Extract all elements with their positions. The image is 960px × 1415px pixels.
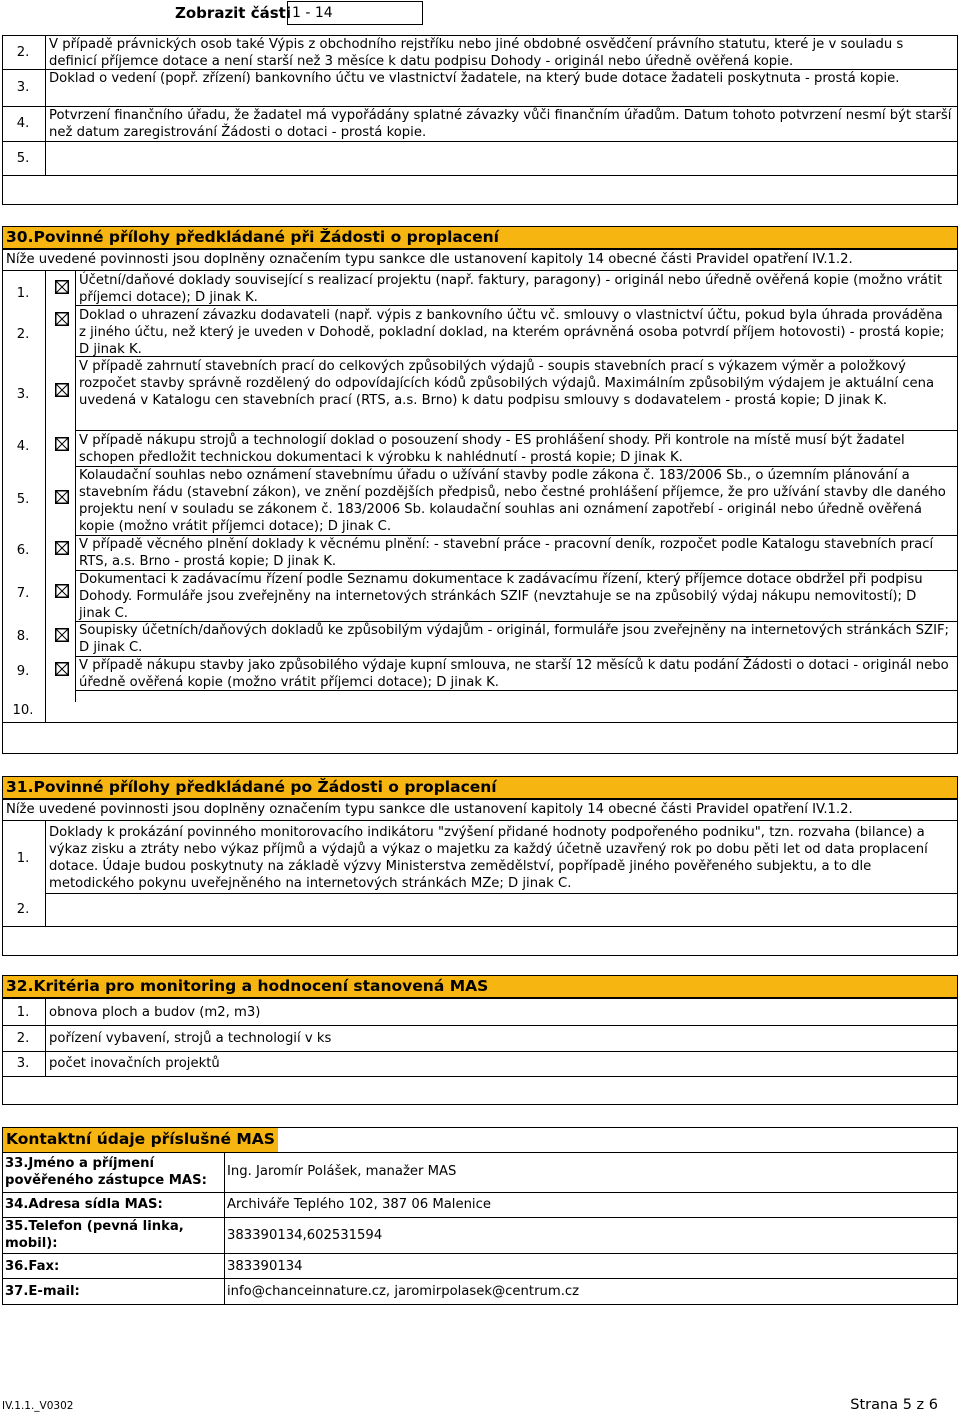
contact-value-fax: 383390134 xyxy=(227,1259,303,1274)
sec30-item-num: 7. xyxy=(16,586,30,601)
section-30-title: Povinné přílohy předkládané při Žádosti o proplacení xyxy=(33,228,499,246)
contact-header: Kontaktní údaje příslušné MAS xyxy=(3,1128,278,1152)
sec32-item-num: 3. xyxy=(16,1056,30,1071)
sec30-item-num: 1. xyxy=(16,286,30,301)
contact-label-email: 37.E-mail: xyxy=(5,1284,80,1299)
contact-value-email[interactable]: info@chanceinnature.cz, jaromirpolasek@centrum.cz xyxy=(227,1284,580,1299)
sec30-item-checkbox[interactable] xyxy=(55,312,69,326)
prev-section-table xyxy=(2,35,958,205)
contact-value-address: Archiváře Teplého 102, 387 06 Malenice xyxy=(227,1197,491,1212)
contact-label-phone: 35.Telefon (pevná linka, mobil): xyxy=(5,1219,184,1251)
sec30-item-checkbox[interactable] xyxy=(55,541,69,555)
section-32-number: 32. xyxy=(6,977,34,995)
section-32-body xyxy=(2,998,958,1105)
checkbox-checked-icon xyxy=(56,629,68,641)
contact-table xyxy=(2,1127,958,1305)
sec30-item-num: 3. xyxy=(16,387,30,402)
sec32-item-text: pořízení vybavení, strojů a technologií v ks xyxy=(49,1031,332,1046)
sec30-item-text: V případě nákupu strojů a technologií doklad o posouzení shody - ES prohlášení shody. Při kontrole na místě musí být žadatel schopen předložit technickou dokumentaci k výrobku k nahlédnutí - prostá kopie; D jinak K. xyxy=(79,433,905,465)
sec30-item-num: 10. xyxy=(12,703,34,718)
section-32-title: Kritéria pro monitoring a hodnocení stanovená MAS xyxy=(33,977,489,995)
sec30-item-num: 2. xyxy=(16,327,30,342)
prev-item-num: 2. xyxy=(16,45,30,60)
show-parts-label: Zobrazit části xyxy=(175,4,291,22)
sec30-item-checkbox[interactable] xyxy=(55,628,69,642)
sec30-item-checkbox[interactable] xyxy=(55,662,69,676)
section-30-body xyxy=(2,249,958,754)
prev-item-text: Doklad o vedení (popř. zřízení) bankovního účtu ve vlastnictví žadatele, na který bude dotace žadateli poskytnuta - prostá kopie. xyxy=(49,71,900,86)
show-parts-value: 1 - 14 xyxy=(292,5,333,21)
section-31-number: 31. xyxy=(6,778,34,796)
sec31-item-num: 1. xyxy=(16,851,30,866)
sec30-item-text: Doklad o uhrazení závazku dodavateli (např. výpis z bankovního účtu vč. smlouvy o vlastnictví účtu, pokud byla úhrada prováděna z jiného účtu, než který je uveden v Dohodě, pokladní doklad, na kterém oprávněná osoba potvrdí příjem hotovosti) - prostá kopie; D jinak K. xyxy=(79,308,945,357)
section-31-title: Povinné přílohy předkládané po Žádosti o proplacení xyxy=(33,778,497,796)
checkbox-checked-icon xyxy=(56,542,68,554)
sec30-item-num: 8. xyxy=(16,629,30,644)
show-parts-input[interactable] xyxy=(287,1,423,25)
section-31-note: Níže uvedené povinnosti jsou doplněny označením typu sankce dle ustanovení kapitoly 14 obecné části Pravidel opatření IV.1.2. xyxy=(6,802,853,817)
sec30-item-text: Účetní/daňové doklady související s realizací projektu (např. faktury, paragony) - originál nebo úředně ověřená kopie (možno vrátit příjemci dotace); D jinak K. xyxy=(79,273,943,305)
sec30-item-checkbox[interactable] xyxy=(55,490,69,504)
checkbox-checked-icon xyxy=(56,384,68,396)
sec30-item-checkbox[interactable] xyxy=(55,437,69,451)
sec30-item-text: V případě zahrnutí stavebních prací do celkových způsobilých výdajů - soupis stavebních prací s výkazem výměr a položkový rozpočet stavby správně rozdělený do odpovídajících kódů způsobilých výdajů. Maximálním způsobilým výdajem je aktuální cena uvedená v Katalogu cen stavebních prací (RTS, a.s. Brno) k datu podpisu smlouvy s dodavatelem - prostá kopie; D jinak K. xyxy=(79,359,935,408)
sec32-item-text: počet inovačních projektů xyxy=(49,1056,220,1071)
sec30-item-num: 5. xyxy=(16,492,30,507)
sec30-item-num: 6. xyxy=(16,543,30,558)
checkbox-checked-icon xyxy=(56,281,68,293)
sec30-item-text: Soupisky účetních/daňových dokladů ke způsobilým výdajům - originál, formuláře jsou zveřejněny na internetových stránkách SZIF; D jinak C. xyxy=(79,623,949,655)
sec30-item-checkbox[interactable] xyxy=(55,584,69,598)
prev-item-text: Potvrzení finančního úřadu, že žadatel má vypořádány splatné závazky vůči finančním úřadům. Datum tohoto potvrzení nesmí být starší než datum zaregistrování Žádosti o dotaci - prostá kopie. xyxy=(49,108,952,140)
contact-label-address: 34.Adresa sídla MAS: xyxy=(5,1197,163,1212)
sec32-item-num: 1. xyxy=(16,1005,30,1020)
section-32-header xyxy=(2,975,958,998)
checkbox-checked-icon xyxy=(56,491,68,503)
section-31-header xyxy=(2,776,958,799)
sec30-item-checkbox[interactable] xyxy=(55,383,69,397)
contact-label-fax: 36.Fax: xyxy=(5,1259,60,1274)
prev-item-num: 5. xyxy=(16,151,30,166)
sec32-item-num: 2. xyxy=(16,1031,30,1046)
checkbox-checked-icon xyxy=(56,663,68,675)
sec30-item-checkbox[interactable] xyxy=(55,280,69,294)
footer-code: IV.1.1._V0302 xyxy=(2,1400,74,1412)
sec30-item-text: Dokumentaci k zadávacímu řízení podle Seznamu dokumentace k zadávacímu řízení, který příjemce dotace obdržel při podpisu Dohody. Formuláře jsou zveřejněny na internetových stránkách SZIF (nevztahuje se na způsobilý výdaj nákupu nemovitostí); D jinak C. xyxy=(79,572,923,621)
contact-label-name: 33.Jméno a příjmení pověřeného zástupce MAS: xyxy=(5,1156,207,1188)
sec30-item-text: Kolaudační souhlas nebo oznámení stavebnímu úřadu o užívání stavby podle zákona č. 183/2006 Sb., o územním plánování a stavebním řádu (stavební zákon), ve znění pozdějších předpisů, nebo čestné prohlášení příjemce, že pro užívání stavby dle daného projektu není v souladu se zákonem č. 183/2006 Sb. kolaudační souhlas ani oznámení zapotřebí - originál nebo úředně ověřená kopie (možno vrátit příjemci dotace); D jinak C. xyxy=(79,468,946,534)
checkbox-checked-icon xyxy=(56,313,68,325)
prev-item-num: 4. xyxy=(16,116,30,131)
checkbox-checked-icon xyxy=(56,438,68,450)
footer-page: Strana 5 z 6 xyxy=(850,1397,938,1413)
prev-item-num: 3. xyxy=(16,80,30,95)
checkbox-checked-icon xyxy=(56,585,68,597)
sec30-item-text: V případě věcného plnění doklady k věcnému plnění: - stavební práce - pracovní deník, rozpočet podle Katalogu stavebních prací RTS, a.s. Brno - prostá kopie; D jinak K. xyxy=(79,537,934,569)
section-30-number: 30. xyxy=(6,228,34,246)
section-30-note: Níže uvedené povinnosti jsou doplněny označením typu sankce dle ustanovení kapitoly 14 obecné části Pravidel opatření IV.1.2. xyxy=(6,252,853,267)
sec31-item-text: Doklady k prokázání povinného monitorovacího indikátoru "zvýšení přidané hodnoty podpořeného podniku", tzn. rozvaha (bilance) a výkaz zisku a ztráty nebo výkaz příjmů a výdajů a výkaz o majetku za každý účetně uzavřený rok po dobu pěti let od data proplacení dotace. Údaje budou poskytnuty na základě výzvy Ministerstva zemědělství, popřípadě jiného pověřeného subjektu, a to dle metodického pokynu uveřejněného na internetových stránkách MZe; D jinak C. xyxy=(49,825,928,891)
section-30-header xyxy=(2,226,958,249)
sec31-item-num: 2. xyxy=(16,902,30,917)
sec30-item-num: 9. xyxy=(16,664,30,679)
sec30-item-num: 4. xyxy=(16,439,30,454)
sec32-item-text: obnova ploch a budov (m2, m3) xyxy=(49,1005,261,1020)
section-31-body xyxy=(2,799,958,956)
sec30-item-text: V případě nákupu stavby jako způsobilého výdaje kupní smlouva, ne starší 12 měsíců k datu podání Žádosti o dotaci - originál nebo úředně ověřená kopie (možno vrátit příjemci dotace); D jinak K. xyxy=(79,658,949,690)
contact-value-phone: 383390134,602531594 xyxy=(227,1228,383,1243)
contact-value-name: Ing. Jaromír Polášek, manažer MAS xyxy=(227,1164,457,1179)
prev-item-text: V případě právnických osob také Výpis z obchodního rejstříku nebo jiné obdobné osvědčení právního statutu, které je v souladu s definicí příjemce dotace a není starší než 3 měsíce k datu podpisu Dohody - originál nebo úředně ověřená kopie. xyxy=(49,37,904,69)
